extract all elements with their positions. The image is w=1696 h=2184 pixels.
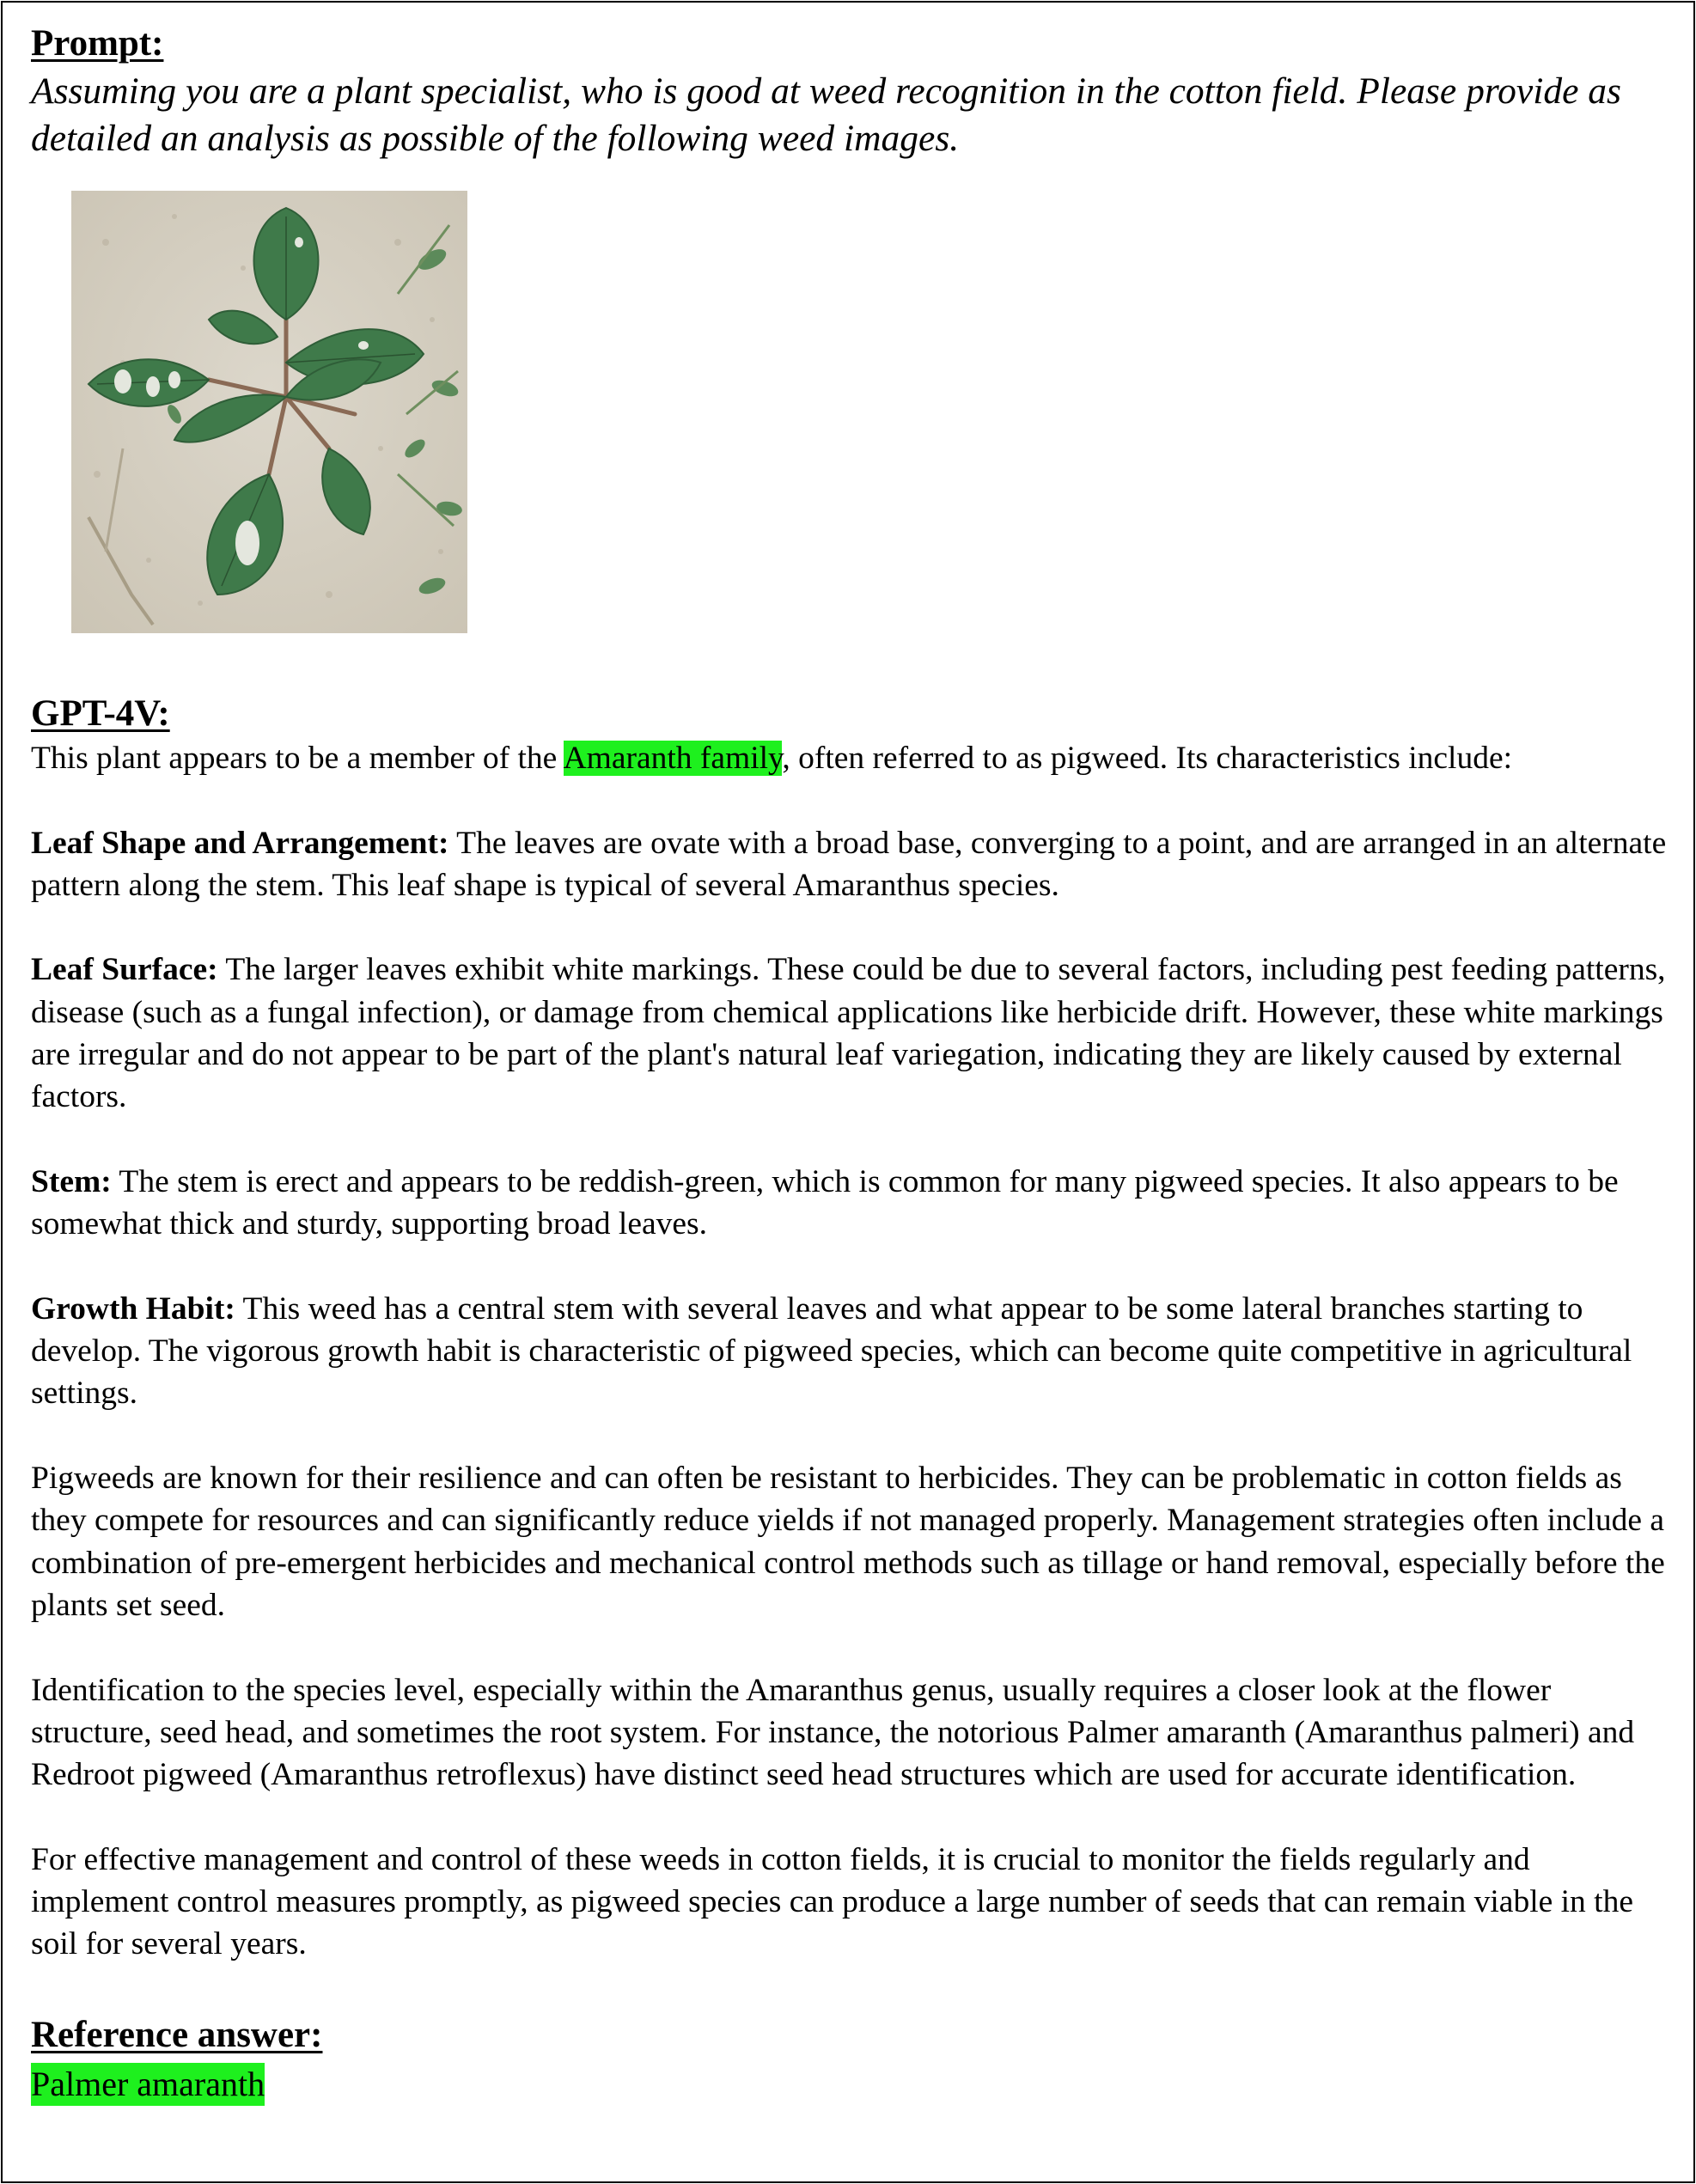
reference-heading: Reference answer: — [31, 2015, 323, 2055]
section-text: This weed has a central stem with several leaves and what appear to be some lateral branches starting to develop. The vigorous growth habit is characteristic of pigweed species, which can become quite competitive in agricultural settings. — [31, 1290, 1632, 1412]
document-page — [1, 1, 1695, 2183]
section-leaf-surface — [31, 949, 1674, 1118]
section-growth-habit — [31, 1288, 1674, 1415]
intro-after: , often referred to as pigweed. Its characteristics include: — [782, 741, 1513, 776]
section-stem — [31, 1161, 1674, 1246]
section-leaf-shape — [31, 822, 1674, 907]
section-lead: Leaf Shape and Arrangement: — [31, 825, 449, 861]
response-intro — [31, 737, 1674, 779]
gpt4v-response — [31, 737, 1674, 1966]
section-text: The stem is erect and appears to be reddish-green, which is common for many pigweed species. It also appears to be somewhat thick and sturdy, supporting broad leaves. — [31, 1163, 1619, 1242]
reference-answer: Palmer amaranth — [31, 2063, 265, 2106]
paragraph-management: Pigweeds are known for their resilience and can often be resistant to herbicides. They can be problematic in cotton fields as they compete for resources and can significantly reduce yields if not managed properly. Management strategies often include a combination of pre-emergent herbicides and mechanical control methods such as tillage or hand removal, especially before the plants set seed. — [31, 1461, 1665, 1623]
intro-before: This plant appears to be a member of the — [31, 741, 564, 776]
weed-photo — [71, 191, 467, 633]
section-lead: Leaf Surface: — [31, 952, 218, 988]
section-lead: Stem: — [31, 1163, 112, 1199]
prompt-text: Assuming you are a plant specialist, who is good at weed recognition in the cotton field. Please provide as detailed an analysis as possible of the following weed images. — [31, 70, 1621, 159]
prompt-heading: Prompt: — [31, 23, 164, 64]
section-lead: Growth Habit: — [31, 1290, 235, 1327]
paragraph-identification: Identification to the species level, especially within the Amaranthus genus, usually requires a closer look at the flower structure, seed head, and sometimes the root system. For instance, the notorious Palmer amaranth (Amaranthus palmeri) and Redroot pigweed (Amaranthus retroflexus) have distinct seed head structures which are used for accurate identification. — [31, 1672, 1635, 1793]
gpt4v-heading: GPT-4V: — [31, 693, 170, 734]
paragraph-control: For effective management and control of these weeds in cotton fields, it is crucial to monitor the fields regularly and implement control measures promptly, as pigweed species can produce a large number of seeds that can remain viable in the soil for several years. — [31, 1841, 1633, 1962]
section-text: The larger leaves exhibit white markings. These could be due to several factors, including pest feeding patterns, disease (such as a fungal infection), or damage from chemical applications like herbicide drift. However, these white markings are irregular and do not appear to be part of the plant's natural leaf variegation, indicating they are likely caused by external factors. — [31, 952, 1666, 1115]
highlighted-family: Amaranth family — [563, 741, 783, 776]
section-text: The leaves are ovate with a broad base, converging to a point, and are arranged in an alternate pattern along the stem. This leaf shape is typical of several Amaranthus species. — [31, 825, 1667, 903]
